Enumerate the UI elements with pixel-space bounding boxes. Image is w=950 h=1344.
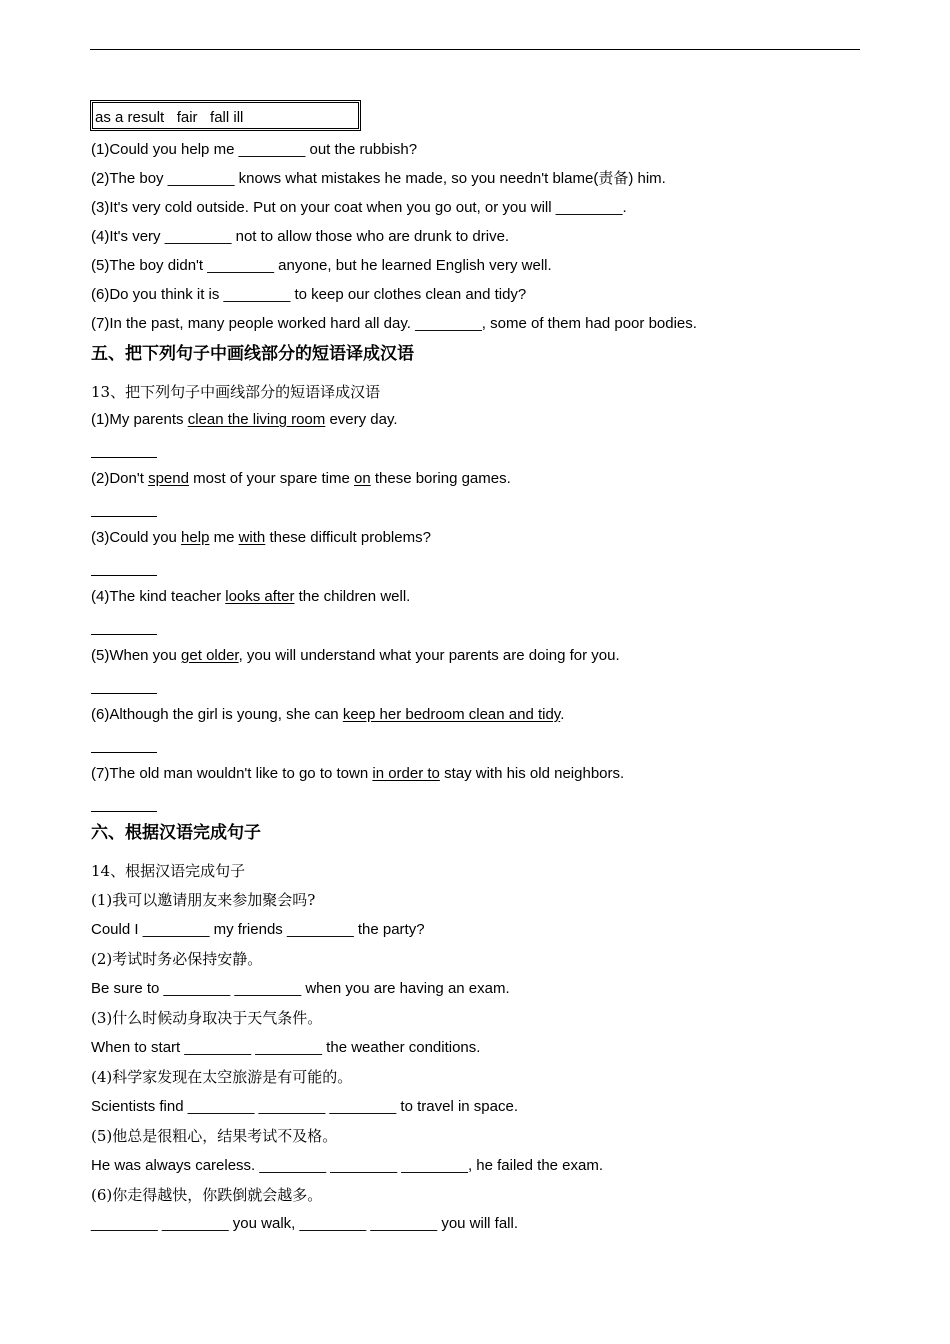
s6-item-6-chinese: (6)你走得越快，你跌倒就会越多。 (91, 1186, 323, 1204)
s4-item-7: (7)In the past, many people worked hard all day. ________, some of them had poor bodies. (91, 315, 697, 332)
s5-answer-blank-7[interactable] (91, 811, 157, 812)
word-bank-box (90, 100, 361, 131)
s5-answer-blank-3[interactable] (91, 575, 157, 576)
s6-item-4-english: Scientists find ________ ________ ________ to travel in space. (91, 1098, 518, 1115)
s4-item-4: (4)It's very ________ not to allow those who are drunk to drive. (91, 228, 510, 245)
section5-prompt: 13、把下列句子中画线部分的短语译成汉语 (91, 383, 381, 401)
s4-item-5: (5)The boy didn't ________ anyone, but he learned English very well. (91, 257, 552, 274)
section6-heading: 六、根据汉语完成句子 (91, 823, 261, 843)
s6-item-3-english: When to start ________ ________ the weather conditions. (91, 1039, 481, 1056)
underlined-phrase: keep her bedroom clean and tidy (342, 706, 561, 723)
underlined-phrase: on (354, 470, 371, 487)
s5-item-3: (3)Could you help me with these difficult problems? (91, 529, 431, 546)
s4-item-1: (1)Could you help me ________ out the rubbish? (91, 141, 418, 158)
s5-answer-blank-5[interactable] (91, 693, 157, 694)
s6-item-6-english: ________ ________ you walk, ________ ________ you will fall. (91, 1215, 519, 1232)
word-bank-text: as a result fair fall ill (95, 109, 244, 126)
underlined-phrase: with (238, 529, 266, 546)
underlined-phrase: in order to (372, 765, 440, 782)
s4-item-6: (6)Do you think it is ________ to keep our clothes clean and tidy? (91, 286, 527, 303)
header-rule (90, 49, 860, 50)
underlined-phrase: spend (148, 470, 189, 487)
s5-answer-blank-1[interactable] (91, 457, 157, 458)
s5-answer-blank-2[interactable] (91, 516, 157, 517)
s4-item-3: (3)It's very cold outside. Put on your coat when you go out, or you will ________. (91, 199, 627, 216)
s6-item-4-chinese: (4)科学家发现在太空旅游是有可能的。 (91, 1068, 353, 1086)
s5-item-5: (5)When you get older, you will understand what your parents are doing for you. (91, 647, 620, 664)
s5-item-6: (6)Although the girl is young, she can keep her bedroom clean and tidy. (91, 706, 565, 723)
underlined-phrase: clean the living room (187, 411, 326, 428)
s6-item-5-english: He was always careless. ________ ________ ________, he failed the exam. (91, 1157, 604, 1174)
s5-item-4: (4)The kind teacher looks after the children well. (91, 588, 411, 605)
s5-item-1: (1)My parents clean the living room every day. (91, 411, 398, 428)
s5-answer-blank-6[interactable] (91, 752, 157, 753)
s4-item-2: (2)The boy ________ knows what mistakes he made, so you needn't blame(责备) him. (91, 170, 666, 187)
section6-prompt: 14、根据汉语完成句子 (91, 862, 246, 880)
s6-item-5-chinese: (5)他总是很粗心，结果考试不及格。 (91, 1127, 338, 1145)
underlined-phrase: get older (181, 647, 239, 664)
underlined-phrase: looks after (225, 588, 295, 605)
s6-item-2-english: Be sure to ________ ________ when you are having an exam. (91, 980, 510, 997)
s5-answer-blank-4[interactable] (91, 634, 157, 635)
s6-item-3-chinese: (3)什么时候动身取决于天气条件。 (91, 1009, 323, 1027)
s5-item-7: (7)The old man wouldn't like to go to town in order to stay with his old neighbors. (91, 765, 625, 782)
s6-item-1-chinese: (1)我可以邀请朋友来参加聚会吗? (91, 891, 316, 909)
s5-item-2: (2)Don't spend most of your spare time on these boring games. (91, 470, 511, 487)
underlined-phrase: help (181, 529, 210, 546)
section5-heading: 五、把下列句子中画线部分的短语译成汉语 (91, 344, 414, 364)
s6-item-1-english: Could I ________ my friends ________ the party? (91, 921, 425, 938)
s6-item-2-chinese: (2)考试时务必保持安静。 (91, 950, 263, 968)
